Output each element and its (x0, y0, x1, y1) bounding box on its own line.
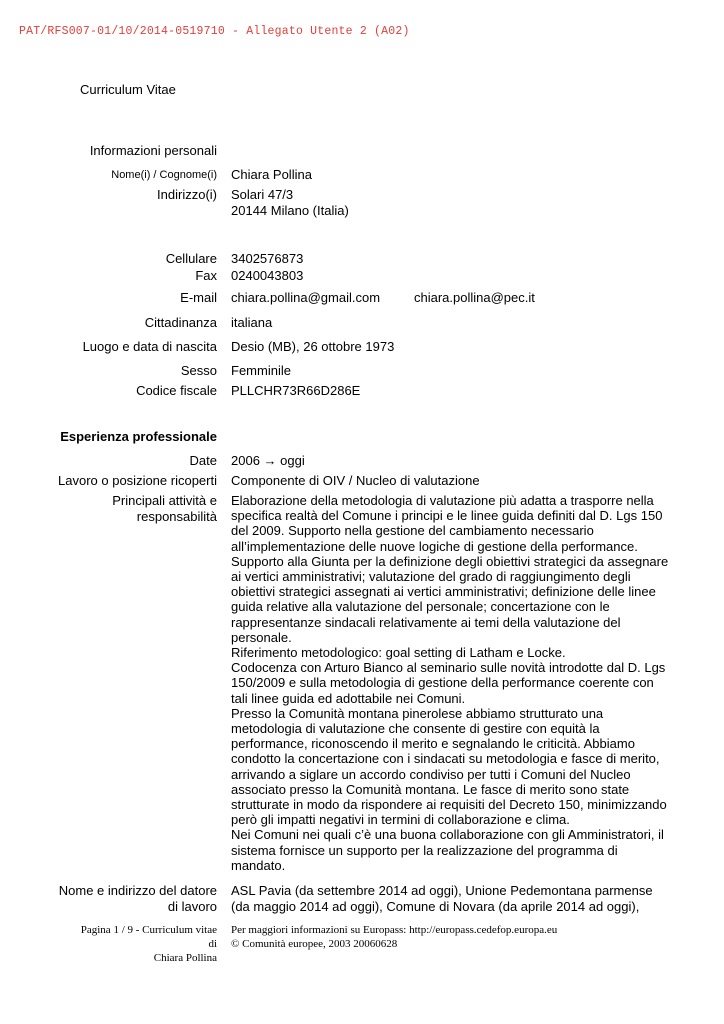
activities-line: Presso la Comunità montana pinerolese abbiamo strutturato una (231, 705, 604, 721)
activities-line: strutturate in modo da rispondere ai requisiti del Decreto 150, minimizzando (231, 797, 667, 813)
activities-line: performance, riconoscendo il merito e segnalando le criticità. Abbiamo (231, 736, 635, 752)
section-experience: Esperienza professionale (60, 429, 217, 444)
activities-line: obiettivi strategici assegnati ai vertici amministrativi; definizione delle linee (231, 584, 656, 600)
document-title: Curriculum Vitae (80, 82, 176, 97)
employer-label-line1: Nome e indirizzo del datore (58, 883, 217, 898)
document-stamp: PAT/RFS007-01/10/2014-0519710 - Allegato Utente 2 (A02) (19, 25, 410, 38)
activities-line: Nei Comuni nei quali c’è una buona collaborazione con gli Amministratori, il (231, 827, 664, 843)
footer-page-line1: Pagina 1 / 9 - Curriculum vitae (80, 924, 217, 936)
activities-line: però gli impatti negativi in termini di collaborazione e clima. (231, 812, 570, 828)
footer-info-line1: Per maggiori informazioni su Europass: http://europass.cedefop.europa.eu (231, 924, 558, 936)
birth-label: Luogo e data di nascita (82, 339, 217, 354)
date-value: 2006 → oggi (231, 453, 305, 468)
sex-value: Femminile (231, 363, 291, 378)
sex-label: Sesso (180, 363, 217, 378)
footer-page-line3: Chiara Pollina (153, 952, 217, 964)
email-value: chiara.pollina@gmail.com (231, 290, 381, 305)
employer-label-line2: di lavoro (167, 899, 217, 914)
date-label: Date (189, 453, 217, 468)
pec-email-value: chiara.pollina@pec.it (414, 290, 535, 305)
footer-info-line2: © Comunità europee, 2003 20060628 (231, 938, 398, 950)
role-value: Componente di OIV / Nucleo di valutazione (231, 473, 480, 488)
role-label: Lavoro o posizione ricoperti (58, 473, 217, 488)
citizenship-value: italiana (231, 315, 273, 330)
activities-line: Riferimento metodologico: goal setting di Latham e Locke. (231, 645, 566, 661)
activities-line: arrivando a siglare un accordo condiviso per tutti i Comuni del Nucleo (231, 766, 631, 782)
activities-label-line1: Principali attività e (112, 493, 217, 508)
birth-value: Desio (MB), 26 ottobre 1973 (231, 339, 395, 354)
activities-line: all’implementazione delle nuove logiche di gestione della performance. (231, 538, 638, 554)
activities-line: Codocenza con Arturo Bianco al seminario sulle novità introdotte dal D. Lgs (231, 660, 666, 676)
fax-value: 0240043803 (231, 268, 304, 283)
activities-line: condotto la concertazione con i sindacati su metodologia e fasce di merito, (231, 751, 660, 767)
activities-line: metodologia di valutazione che consente di gestire con equità la (231, 721, 600, 737)
address-label: Indirizzo(i) (157, 187, 217, 202)
fax-label: Fax (195, 268, 217, 283)
section-personal-info: Informazioni personali (89, 143, 217, 158)
activities-line: mandato. (231, 857, 286, 873)
activities-line: associato presso la Comunità montana. Le fasce di merito sono state (231, 781, 630, 797)
name-label: Nome(i) / Cognome(i) (111, 169, 217, 181)
tax-code-value: PLLCHR73R66D286E (231, 383, 361, 398)
footer-page-info (81, 923, 217, 965)
employer-line1: ASL Pavia (da settembre 2014 ad oggi), Unione Pedemontana parmense (231, 883, 653, 898)
employer-line2: (da maggio 2014 ad oggi), Comune di Novara (da aprile 2014 ad oggi), (231, 899, 640, 914)
activities-line: sistema fornisce un supporto per la realizzazione del programma di (231, 842, 618, 858)
activities-line: Elaborazione della metodologia di valutazione più adatta a trasporre nella (231, 493, 654, 508)
activities-line: guida relative alla valutazione del personale; concertazione con le (231, 599, 610, 615)
activities-line: rappresentanze sindacali relativamente ai temi della valutazione del (231, 614, 621, 630)
activities-line: ai vertici amministrativi; valutazione del grado di raggiungimento degli (231, 569, 631, 585)
email-label: E-mail (180, 290, 217, 305)
activities-text (231, 493, 668, 873)
activities-label-line2: responsabilità (136, 509, 217, 524)
activities-line: del 2009. Supporto nella gestione del cambiamento necessario (231, 523, 594, 539)
activities-line: Supporto alla Giunta per la definizione degli obiettivi strategici da assegnare (231, 553, 669, 569)
address-line2: 20144 Milano (Italia) (231, 203, 349, 218)
tax-code-label: Codice fiscale (136, 383, 217, 398)
activities-line: 150/2009 e sulla metodologia di gestione della performance coerente con (231, 675, 654, 691)
address-line1: Solari 47/3 (231, 187, 294, 202)
activities-line: personale. (231, 629, 292, 645)
footer-europass-info (231, 923, 557, 951)
citizenship-label: Cittadinanza (144, 315, 217, 330)
footer-page-line2: di (208, 938, 217, 950)
activities-line: specifica realtà del Comune i principi e le linee guida definiti dal D. Lgs 150 (231, 508, 663, 524)
activities-line: tali linee guida ed adottabile nei Comuni. (231, 690, 466, 706)
name-value: Chiara Pollina (231, 167, 312, 182)
mobile-value: 3402576873 (231, 251, 304, 266)
mobile-label: Cellulare (165, 251, 217, 266)
